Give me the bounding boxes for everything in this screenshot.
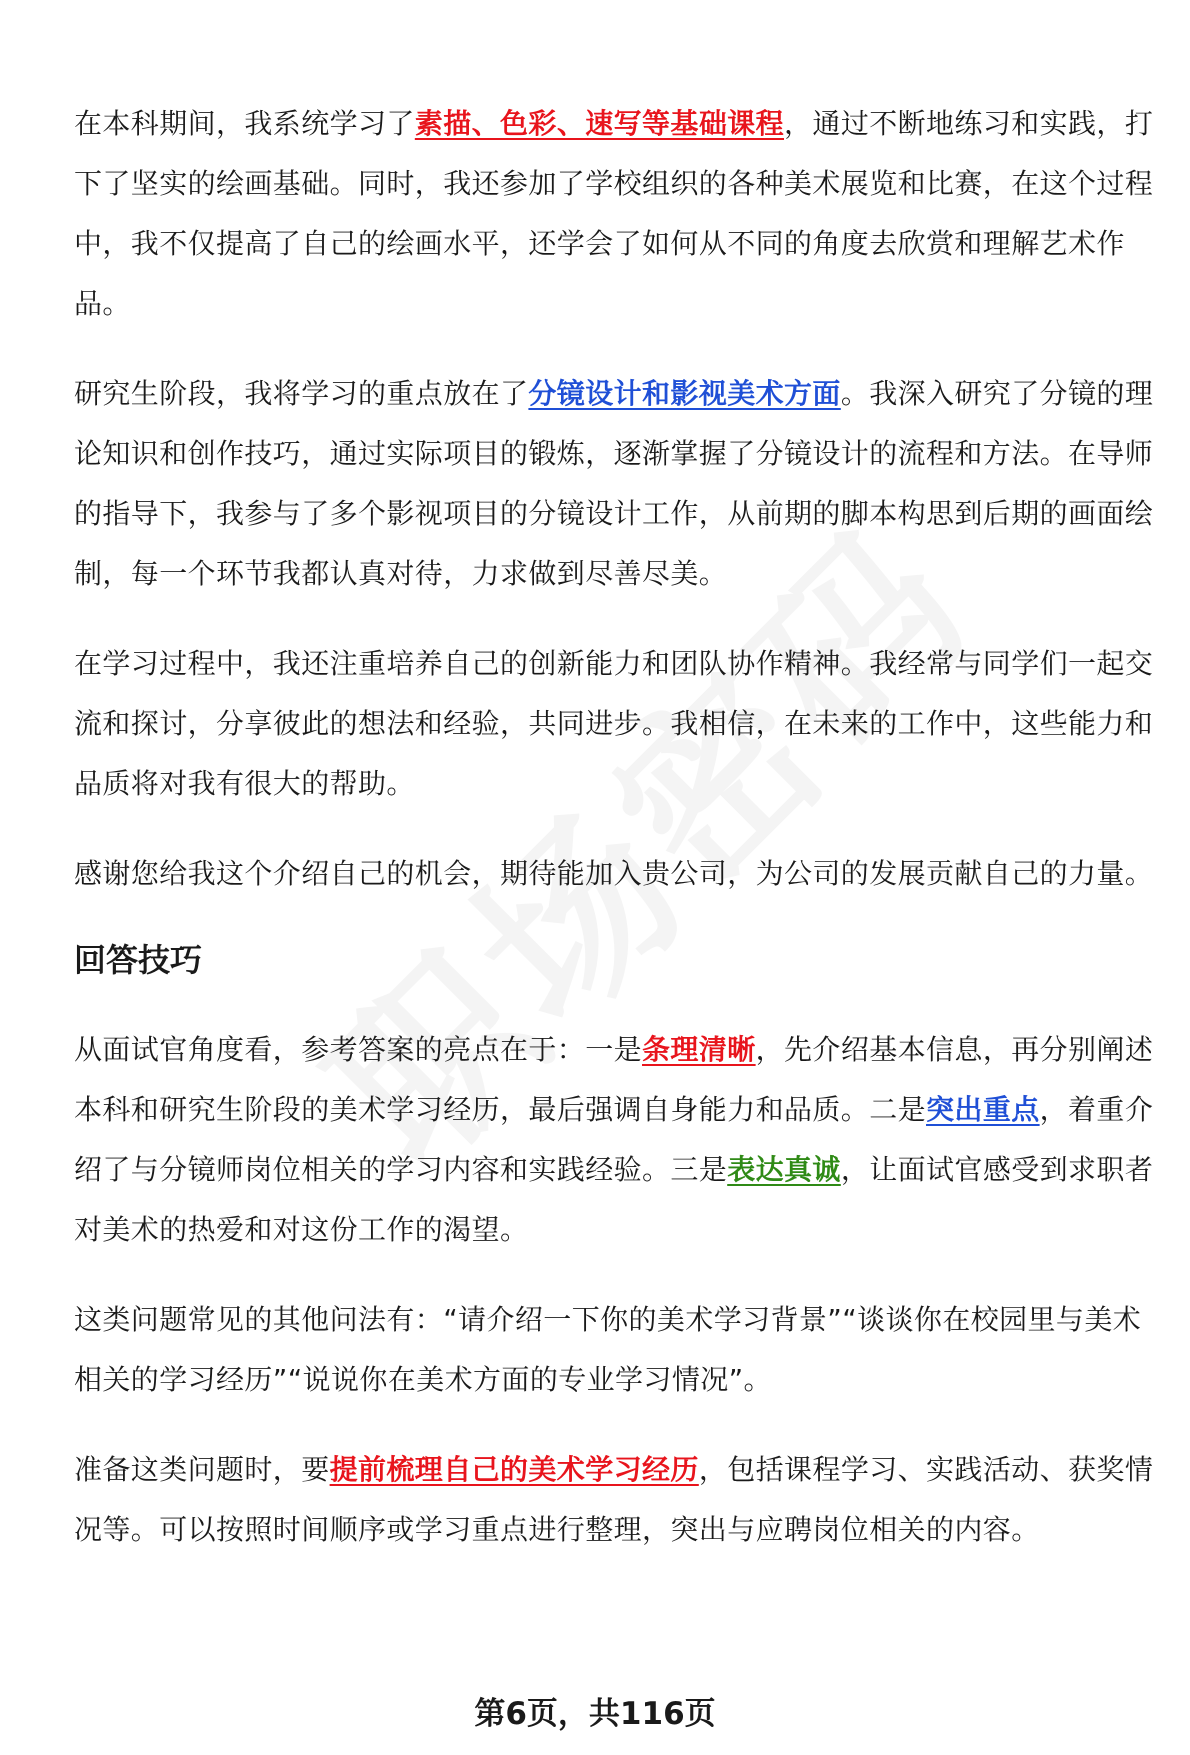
text-segment: 。我深入研究了分镜的理论知识和创作技巧，通过实际项目的锻炼，逐渐掌握了分镜设计的流程和方法。在导师的指导下，我参与了多个影视项目的分镜设计工作，从前期的脚本构思到后期的画面绘制，每一个环节我都认真对待，力求做到尽善尽美。 xyxy=(74,377,1154,590)
text-segment: 研究生阶段，我将学习的重点放在了 xyxy=(74,377,529,410)
highlight-key-points: 突出重点 xyxy=(926,1093,1040,1126)
text-segment: 这类问题常见的其他问法有：“请介绍一下你的美术学习背景”“谈谈你在校园里与美术相关的学习经历”“说说你在美术方面的专业学习情况”。 xyxy=(74,1303,1142,1396)
text-segment: 从面试官角度看，参考答案的亮点在于：一是 xyxy=(74,1033,643,1066)
highlight-clear-structure: 条理清晰 xyxy=(642,1033,756,1066)
highlight-organize-experience: 提前梳理自己的美术学习经历 xyxy=(329,1453,699,1486)
highlight-sincere: 表达真诚 xyxy=(727,1153,841,1186)
paragraph-thanks xyxy=(74,844,1164,904)
paragraph-teamwork xyxy=(74,634,1164,814)
text-segment: ，着重介绍了与分镜师岗位相关的学习内容和实践经验。三是 xyxy=(74,1093,1154,1186)
paragraph-undergrad xyxy=(74,94,1164,334)
text-segment: ，包括课程学习、实践活动、获奖情况等。可以按照时间顺序或学习重点进行整理，突出与应聘岗位相关的内容。 xyxy=(74,1453,1154,1546)
text-segment: 在本科期间，我系统学习了 xyxy=(74,107,415,140)
text-segment: ，先介绍基本信息，再分别阐述本科和研究生阶段的美术学习经历，最后强调自身能力和品质。二是 xyxy=(74,1033,1154,1126)
paragraph-tip-prepare xyxy=(74,1440,1164,1560)
text-segment: ，通过不断地练习和实践，打下了坚实的绘画基础。同时，我还参加了学校组织的各种美术展览和比赛，在这个过程中，我不仅提高了自己的绘画水平，还学会了如何从不同的角度去欣赏和理解艺术作品。 xyxy=(74,107,1154,320)
paragraph-graduate xyxy=(74,364,1164,604)
page-number: 第6页，共116页 xyxy=(474,1696,716,1732)
text-segment: 在学习过程中，我还注重培养自己的创新能力和团队协作精神。我经常与同学们一起交流和探讨，分享彼此的想法和经验，共同进步。我相信，在未来的工作中，这些能力和品质将对我有很大的帮助。 xyxy=(74,647,1154,800)
text-segment: 准备这类问题时，要 xyxy=(74,1453,330,1486)
highlight-basic-courses: 素描、色彩、速写等基础课程 xyxy=(414,107,785,140)
paragraph-tip-variants xyxy=(74,1290,1164,1410)
section-heading-tips: 回答技巧 xyxy=(74,941,203,979)
text-segment: 感谢您给我这个介绍自己的机会，期待能加入贵公司，为公司的发展贡献自己的力量。 xyxy=(74,857,1154,890)
text-segment: ，让面试官感受到求职者对美术的热爱和对这份工作的渴望。 xyxy=(74,1153,1154,1246)
document-body xyxy=(74,94,1164,1590)
highlight-storyboard-focus: 分镜设计和影视美术方面 xyxy=(528,377,841,410)
paragraph-tip-highlights xyxy=(74,1020,1164,1260)
